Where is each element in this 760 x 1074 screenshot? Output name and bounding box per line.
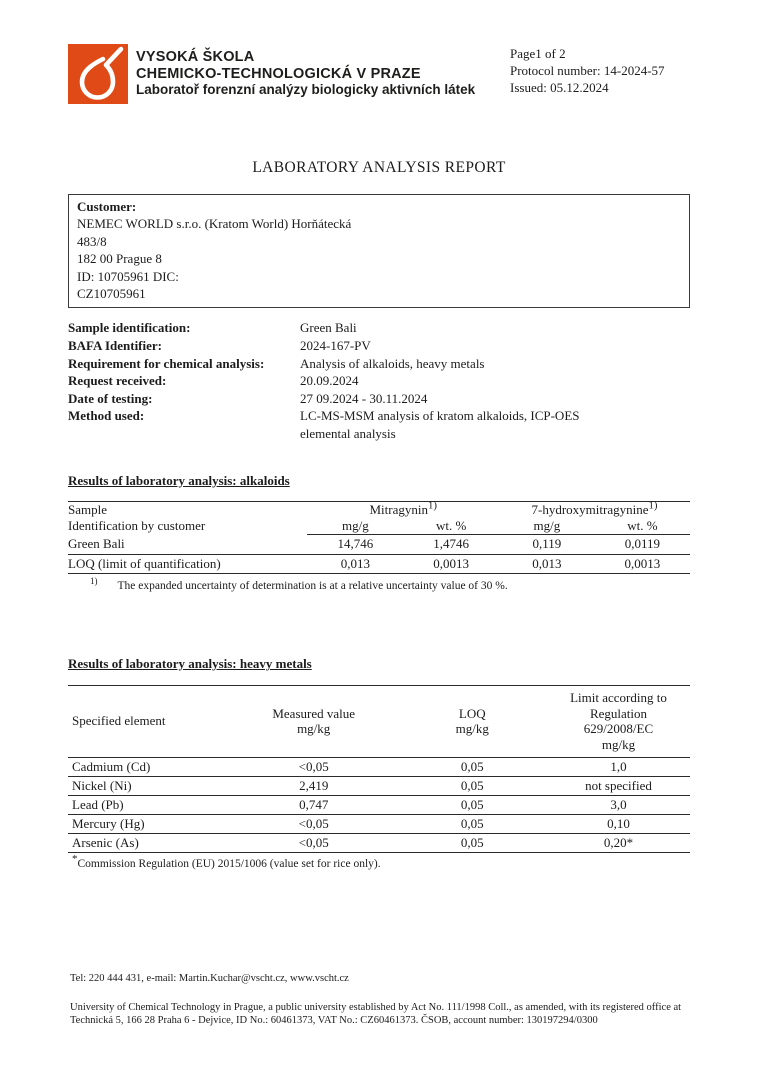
limit-cell: 0,20* — [603, 835, 634, 851]
hm-col-element: Specified element — [68, 686, 230, 758]
heavy-metals-footnote: *Commission Regulation (EU) 2015/1006 (value set for rice only). — [72, 853, 381, 871]
footnote-marker: * — [72, 853, 78, 866]
table-row — [68, 535, 690, 555]
date-of-testing-label: Date of testing: — [68, 390, 153, 406]
customer-address-line2: 182 00 Prague 8 — [77, 251, 162, 267]
alkaloids-col-mitragynin: Mitragynin$^{1)}$ — [369, 499, 438, 517]
value-cell: 1,4746 — [403, 535, 499, 555]
limit-cell: not specified — [547, 777, 690, 796]
value-cell: 0,013 — [532, 555, 562, 571]
sample-info-row — [68, 372, 690, 390]
loq-cell: 0,05 — [398, 777, 547, 796]
alkaloids-footnote: $^{1)}$ The expanded uncertainty of determination is at a relative uncertainty value of 30 %. — [90, 576, 508, 593]
page-info — [510, 44, 690, 96]
footer-university-line1: University of Chemical Technology in Prague, a public university established by Act No. 111/1998 Coll., as amended, with its registered office at — [70, 1001, 682, 1013]
hm-col-measured: Measured value mg/kg — [230, 686, 398, 758]
value-cell: 14,746 — [307, 535, 403, 555]
value-cell: 0,119 — [499, 535, 595, 555]
unit-mg-g: mg/g — [499, 518, 595, 535]
customer-id: ID: 10705961 DIC: — [77, 268, 179, 284]
footer-contact: Tel: 220 444 431, e-mail: Martin.Kuchar@vscht.cz, www.vscht.cz — [70, 973, 349, 984]
customer-box — [68, 194, 690, 308]
page-number: Page1 of 2 — [510, 46, 566, 61]
institution-line-2: CHEMICKO-TECHNOLOGICKÁ V PRAZE — [136, 65, 421, 82]
requirement-value: Analysis of alkaloids, heavy metals — [300, 355, 485, 371]
report-title: LABORATORY ANALYSIS REPORT — [252, 159, 506, 176]
bafa-identifier-value: 2024-167-PV — [300, 338, 371, 354]
method-used-label: Method used: — [68, 408, 145, 424]
table-row — [68, 758, 690, 777]
institution-line-1: VYSOKÁ ŠKOLA — [136, 49, 255, 65]
loq-cell: 0,05 — [398, 796, 547, 815]
vscht-logo-icon — [68, 44, 128, 104]
footnote-marker: 1) — [648, 499, 658, 512]
limit-cell: 3,0 — [547, 796, 690, 815]
value-cell: 0,0013 — [624, 555, 661, 571]
value-cell: 0,0119 — [595, 535, 690, 555]
table-row — [68, 796, 690, 815]
customer-address-line1: 483/8 — [77, 233, 107, 249]
date-of-testing-value: 27 09.2024 - 30.11.2024 — [300, 390, 428, 406]
measured-cell: 0,747 — [230, 796, 398, 815]
customer-label: Customer: — [77, 199, 137, 214]
request-received-value: 20.09.2024 — [300, 373, 359, 389]
heavy-metals-table — [68, 685, 690, 853]
hm-col-loq: LOQ mg/kg — [398, 686, 547, 758]
table-row — [68, 554, 690, 574]
table-row — [68, 777, 690, 796]
limit-cell: 0,10 — [547, 815, 690, 834]
loq-cell: 0,05 — [398, 815, 547, 834]
sample-info-row — [68, 390, 690, 408]
value-cell: 0,0013 — [433, 555, 470, 571]
loq-cell: 0,05 — [398, 758, 547, 777]
table-row — [68, 834, 690, 853]
header — [68, 44, 690, 104]
sample-name-cell: LOQ (limit of quantification) — [68, 555, 221, 571]
measured-cell: <0,05 — [230, 815, 398, 834]
loq-cell: 0,05 — [460, 835, 484, 851]
table-row — [68, 815, 690, 834]
measured-cell: 2,419 — [230, 777, 398, 796]
hm-col-limit: Limit according to Regulation 629/2008/EC mg/kg — [547, 686, 690, 758]
customer-name: NEMEC WORLD s.r.o. (Kratom World) Horňátecká — [77, 216, 352, 232]
protocol-number: Protocol number: 14-2024-57 — [510, 63, 665, 78]
sample-info — [68, 319, 690, 442]
element-cell: Arsenic (As) — [72, 835, 139, 851]
unit-wt-pct: wt. % — [595, 518, 690, 535]
sample-info-row — [68, 319, 690, 337]
sample-name-cell: Green Bali — [68, 535, 307, 555]
element-cell: Nickel (Ni) — [68, 777, 230, 796]
alkaloids-col-sample — [68, 501, 307, 535]
sample-info-row — [68, 337, 690, 355]
element-cell: Lead (Pb) — [68, 796, 230, 815]
unit-wt-pct: wt. % — [403, 518, 499, 535]
element-cell: Mercury (Hg) — [68, 815, 230, 834]
issued-date: Issued: 05.12.2024 — [510, 80, 609, 95]
method-used-value: LC-MS-MSM analysis of kratom alkaloids, ICP-OES elemental analysis — [300, 408, 580, 441]
footer — [70, 972, 698, 1028]
request-received-label: Request received: — [68, 373, 167, 389]
sample-identification-value: Green Bali — [300, 320, 357, 336]
institution-name — [136, 44, 475, 98]
footnote-marker: 1) — [90, 576, 98, 587]
requirement-label: Requirement for chemical analysis: — [68, 355, 265, 371]
customer-dic: CZ10705961 — [77, 286, 146, 302]
value-cell: 0,013 — [340, 555, 370, 571]
sample-identification-label: Sample identification: — [68, 320, 191, 336]
footer-university-line2: Technická 5, 166 28 Praha 6 - Dejvice, ID No.: 60461373, VAT No.: CZ60461373. ČSOB, account number: 130197294/0300 — [70, 1015, 598, 1026]
footnote-marker: 1) — [427, 499, 438, 512]
sample-info-row — [68, 355, 690, 373]
alkaloids-section-heading: Results of laboratory analysis: alkaloids — [68, 472, 290, 488]
bafa-identifier-label: BAFA Identifier: — [68, 338, 162, 354]
alkaloids-col-7ohm: 7-hydroxymitragynine$^{1)}$ — [531, 499, 658, 517]
measured-cell: <0,05 — [230, 758, 398, 777]
alkaloids-table — [68, 501, 690, 575]
limit-cell: 1,0 — [547, 758, 690, 777]
sample-info-row — [68, 407, 690, 442]
alkaloids-col-sample-line1: Sample — [68, 501, 107, 517]
heavy-metals-section-heading: Results of laboratory analysis: heavy metals — [68, 656, 312, 672]
alkaloids-col-sample-line2: Identification by customer — [68, 518, 206, 534]
institution-subtitle: Laboratoř forenzní analýzy biologicky aktivních látek — [136, 82, 476, 97]
element-cell: Cadmium (Cd) — [68, 758, 230, 777]
unit-mg-g: mg/g — [307, 518, 403, 535]
measured-cell: <0,05 — [298, 835, 329, 851]
